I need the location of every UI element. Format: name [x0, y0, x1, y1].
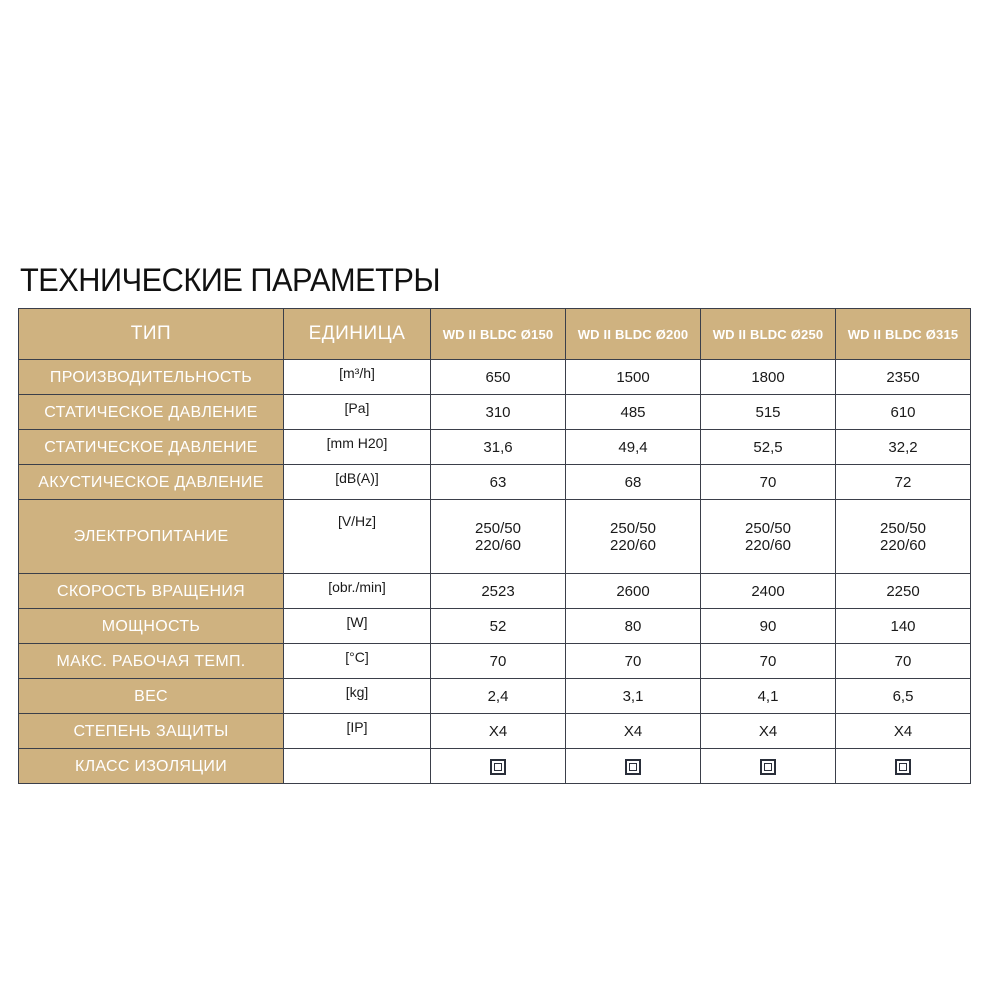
cell-value: 52 [431, 609, 566, 644]
header-model: WD II BLDC Ø315 [836, 309, 971, 360]
table-row [19, 609, 971, 644]
table-row [19, 714, 971, 749]
cell-value: 310 [431, 395, 566, 430]
voltage-value: 250/50 [475, 519, 521, 537]
row-unit: [IP] [284, 714, 431, 749]
row-unit: [mm H20] [284, 430, 431, 465]
cell-value: 2523 [431, 574, 566, 609]
double-insulation-class-ii-icon [760, 759, 776, 775]
row-name: ВЕС [19, 679, 284, 714]
row-unit [284, 749, 431, 784]
cell-value: 32,2 [836, 430, 971, 465]
table-row [19, 749, 971, 784]
voltage-value: 250/50 [610, 519, 656, 537]
header-unit: ЕДИНИЦА [284, 309, 431, 360]
cell-value: 70 [836, 644, 971, 679]
cell-value: X4 [836, 714, 971, 749]
row-unit: [°C] [284, 644, 431, 679]
voltage-value: 220/60 [745, 536, 791, 554]
table-row [19, 430, 971, 465]
cell-value: 2600 [566, 574, 701, 609]
row-name: СТАТИЧЕСКОЕ ДАВЛЕНИЕ [19, 430, 284, 465]
row-unit: [m³/h] [284, 360, 431, 395]
row-name: МАКС. РАБОЧАЯ ТЕМП. [19, 644, 284, 679]
table-row [19, 574, 971, 609]
row-unit: [W] [284, 609, 431, 644]
row-name: ЭЛЕКТРОПИТАНИЕ [19, 500, 284, 574]
row-name: ПРОИЗВОДИТЕЛЬНОСТЬ [19, 360, 284, 395]
header-model: WD II BLDC Ø200 [566, 309, 701, 360]
cell-value: 3,1 [566, 679, 701, 714]
cell-value: 2400 [701, 574, 836, 609]
cell-value: X4 [566, 714, 701, 749]
double-insulation-class-ii-icon [895, 759, 911, 775]
cell-value: 72 [836, 465, 971, 500]
cell-value: 1800 [701, 360, 836, 395]
cell-value: 2350 [836, 360, 971, 395]
voltage-value: 220/60 [880, 536, 926, 554]
cell-value: 1500 [566, 360, 701, 395]
cell-value [836, 500, 971, 574]
row-unit: [V/Hz] [284, 500, 431, 574]
cell-value: 70 [566, 644, 701, 679]
row-unit: [obr./min] [284, 574, 431, 609]
table-row [19, 465, 971, 500]
page-title: ТЕХНИЧЕСКИЕ ПАРАМЕТРЫ [20, 262, 441, 298]
cell-value: X4 [701, 714, 836, 749]
cell-value [836, 749, 971, 784]
header-type: ТИП [19, 309, 284, 360]
cell-value: X4 [431, 714, 566, 749]
row-unit: [Pa] [284, 395, 431, 430]
cell-value: 650 [431, 360, 566, 395]
cell-value: 31,6 [431, 430, 566, 465]
cell-value [431, 749, 566, 784]
row-name: МОЩНОСТЬ [19, 609, 284, 644]
cell-value: 90 [701, 609, 836, 644]
row-name: СТЕПЕНЬ ЗАЩИТЫ [19, 714, 284, 749]
voltage-value: 250/50 [880, 519, 926, 537]
row-name: АКУСТИЧЕСКОЕ ДАВЛЕНИЕ [19, 465, 284, 500]
row-unit: [dB(A)] [284, 465, 431, 500]
cell-value [701, 500, 836, 574]
cell-value: 140 [836, 609, 971, 644]
cell-value: 610 [836, 395, 971, 430]
table-header-row [19, 309, 971, 360]
table-row [19, 360, 971, 395]
table-row [19, 395, 971, 430]
cell-value: 68 [566, 465, 701, 500]
double-insulation-class-ii-icon [490, 759, 506, 775]
cell-value: 80 [566, 609, 701, 644]
row-name: СТАТИЧЕСКОЕ ДАВЛЕНИЕ [19, 395, 284, 430]
double-insulation-class-ii-icon [625, 759, 641, 775]
cell-value: 2,4 [431, 679, 566, 714]
header-model: WD II BLDC Ø150 [431, 309, 566, 360]
cell-value: 70 [431, 644, 566, 679]
header-model: WD II BLDC Ø250 [701, 309, 836, 360]
cell-value: 49,4 [566, 430, 701, 465]
cell-value: 63 [431, 465, 566, 500]
cell-value: 2250 [836, 574, 971, 609]
cell-value: 6,5 [836, 679, 971, 714]
cell-value: 485 [566, 395, 701, 430]
table-row [19, 679, 971, 714]
row-name: КЛАСС ИЗОЛЯЦИИ [19, 749, 284, 784]
cell-value: 4,1 [701, 679, 836, 714]
cell-value [701, 749, 836, 784]
cell-value [566, 749, 701, 784]
cell-value [431, 500, 566, 574]
voltage-value: 220/60 [475, 536, 521, 554]
voltage-value: 220/60 [610, 536, 656, 554]
spec-table [18, 308, 971, 784]
row-unit: [kg] [284, 679, 431, 714]
cell-value: 515 [701, 395, 836, 430]
voltage-value: 250/50 [745, 519, 791, 537]
cell-value: 70 [701, 465, 836, 500]
cell-value: 52,5 [701, 430, 836, 465]
table-row [19, 644, 971, 679]
row-name: СКОРОСТЬ ВРАЩЕНИЯ [19, 574, 284, 609]
cell-value: 70 [701, 644, 836, 679]
cell-value [566, 500, 701, 574]
table-row [19, 500, 971, 574]
